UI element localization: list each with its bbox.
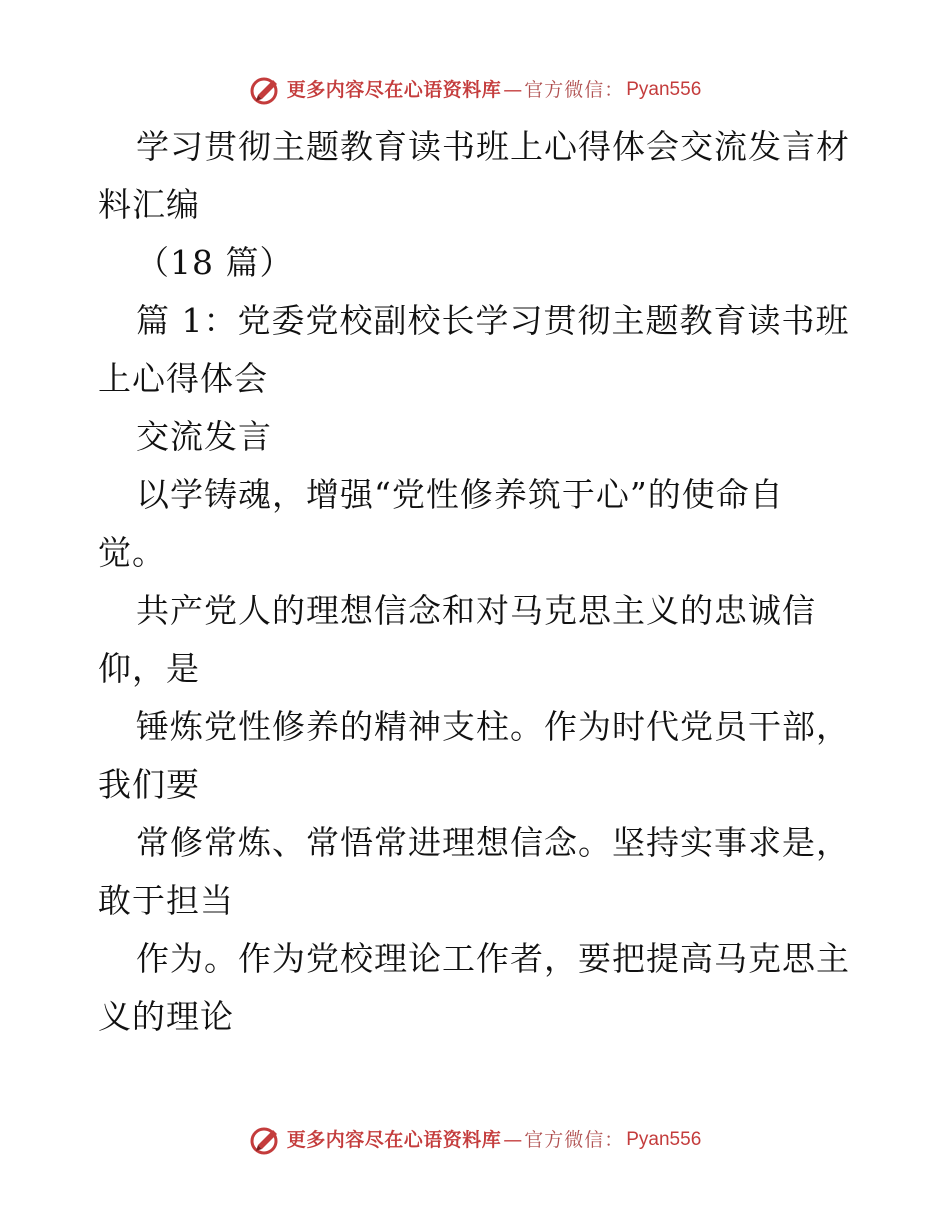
paragraph-line: 作为。作为党校理论工作者，要把提高马克思主 — [136, 939, 850, 978]
article-heading-line-3: 交流发言 — [136, 417, 272, 456]
paragraph-line: 以学铸魂，增强“党性修养筑于心”的使命自 — [136, 475, 784, 514]
article-heading-line-2: 上心得体会 — [98, 359, 268, 398]
paragraph-line: 我们要 — [98, 765, 200, 804]
watermark-wechat-label: 官方微信： — [524, 79, 625, 101]
watermark-wechat-label: 官方微信： — [524, 1129, 625, 1151]
document-title-line-2: 料汇编 — [98, 185, 200, 224]
document-title-line-1: 学习贯彻主题教育读书班上心得体会交流发言材 — [136, 127, 850, 166]
paragraph-line: 义的理论 — [98, 997, 234, 1036]
watermark-brand: 更多内容尽在心语资料库 — [286, 1129, 502, 1151]
header-watermark — [0, 70, 950, 110]
footer-watermark — [0, 1120, 950, 1160]
paragraph-line: 锤炼党性修养的精神支柱。作为时代党员干部， — [136, 707, 850, 746]
document-body — [98, 118, 858, 1046]
watermark-wechat-id: Pyan556 — [626, 1129, 702, 1150]
paragraph-line: 敢于担当 — [98, 881, 234, 920]
pen-logo-icon — [249, 73, 283, 107]
watermark-brand: 更多内容尽在心语资料库 — [286, 79, 502, 101]
paragraph-line: 仰，是 — [98, 649, 200, 688]
article-count: （18 篇） — [136, 243, 294, 282]
pen-logo-icon — [249, 1123, 283, 1157]
watermark-dash: — — [503, 1129, 523, 1151]
paragraph-line: 觉。 — [98, 533, 166, 572]
article-heading-line-1: 篇 1：党委党校副校长学习贯彻主题教育读书班 — [136, 301, 850, 340]
watermark-wechat-id: Pyan556 — [626, 79, 702, 100]
watermark-dash: — — [503, 79, 523, 101]
paragraph-line: 常修常炼、常悟常进理想信念。坚持实事求是， — [136, 823, 850, 862]
paragraph-line: 共产党人的理想信念和对马克思主义的忠诚信 — [136, 591, 816, 630]
